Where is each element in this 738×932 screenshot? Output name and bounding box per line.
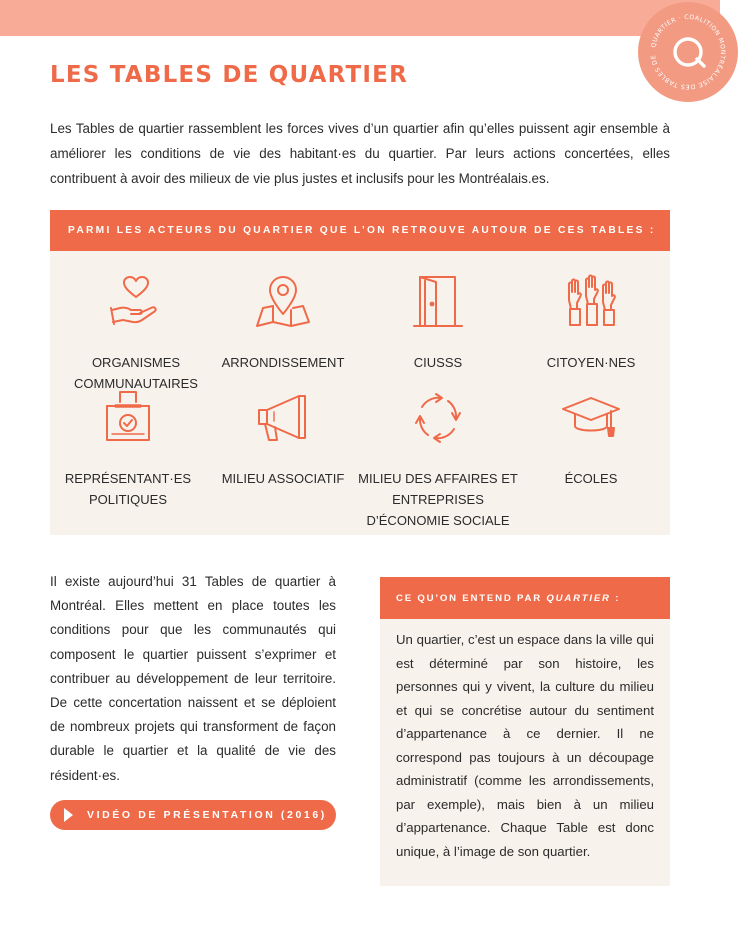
video-button-label: VIDÉO DE PRÉSENTATION (2016) — [87, 809, 327, 821]
actor-ecoles — [511, 388, 671, 489]
actor-label: REPRÉSENTANT·ES POLITIQUES — [64, 471, 192, 507]
actor-organismes — [56, 272, 216, 394]
logo-badge — [638, 2, 738, 102]
definition-heading-prefix: CE QU’ON ENTEND PAR — [396, 592, 547, 604]
map-pin-icon — [253, 272, 313, 332]
actor-label: ARRONDISSEMENT — [221, 355, 345, 370]
actors-header — [50, 210, 670, 251]
megaphone-icon — [253, 388, 313, 448]
actor-representants — [48, 388, 208, 510]
actor-label: CIUSSS — [413, 355, 463, 370]
actor-milieu-affaires — [358, 388, 518, 531]
intro-paragraph: Les Tables de quartier rassemblent les forces vives d’un quartier afin qu’elles puissent agir ensemble à améliorer les conditions de vie des habitant·es du quartier. Par leurs actions concertées, elles contribuent à avoir des milieux de vie plus justes et inclusifs pour les Montréalais.es. — [50, 121, 670, 186]
actor-citoyennes — [511, 272, 671, 373]
definition-panel — [380, 619, 670, 886]
graduation-cap-icon — [561, 388, 621, 448]
play-icon — [64, 808, 73, 822]
heart-hand-icon — [106, 272, 166, 332]
video-button[interactable] — [50, 800, 336, 830]
cycle-arrows-icon — [408, 388, 468, 448]
actor-arrondissement — [203, 272, 363, 373]
actor-ciusss — [358, 272, 518, 373]
actors-heading: PARMI LES ACTEURS DU QUARTIER QUE L’ON RETROUVE AUTOUR DE CES TABLES : — [68, 225, 656, 236]
door-icon — [408, 272, 468, 332]
actor-label: MILIEU ASSOCIATIF — [221, 471, 345, 486]
quartier-logo-icon — [645, 9, 731, 95]
actor-milieu-associatif — [203, 388, 363, 489]
logo-text: QUARTIER · COALITION MONTRÉALAISE DES TABLES DE — [650, 13, 727, 91]
ballot-box-icon — [98, 388, 158, 448]
definition-heading-term: QUARTIER — [546, 592, 611, 604]
definition-heading — [396, 593, 620, 604]
actor-label: ÉCOLES — [564, 471, 618, 486]
raised-hands-icon — [561, 272, 621, 332]
body-paragraph: Il existe aujourd’hui 31 Tables de quartier à Montréal. Elles mettent en place toutes les conditions pour que les communautés qui composent le quartier puissent s’exprimer et contribuer au développement de leur territoire. De cette concertation naissent et se déploient de nombreux projets qui transforment de façon durable le quartier et la qualité de vie des résident·es. — [50, 574, 336, 783]
definition-header — [380, 577, 670, 619]
actor-label: ORGANISMES COMMUNAUTAIRES — [74, 355, 198, 391]
actor-label: CITOYEN·NES — [546, 355, 636, 370]
definition-text: Un quartier, c’est un espace dans la ville qui est déterminé par son histoire, les personnes qui y vivent, la culture du milieu et qui se concrétise autour du sentiment d’appartenance à ce dernier. Il ne correspond pas toujours à un découpage administratif (comme les arrondissements, par exemple), mais bien à un milieu d’appartenance. Chaque Table est donc unique, à l’image de son quartier. — [396, 632, 654, 859]
actor-label: MILIEU DES AFFAIRES ET ENTREPRISES D’ÉCONOMIE SOCIALE — [358, 471, 518, 528]
top-band — [0, 0, 720, 36]
definition-heading-suffix: : — [610, 592, 621, 604]
page-title: LES TABLES DE QUARTIER — [50, 62, 408, 88]
svg-text:QUARTIER · COALITION MONTRÉALA — [650, 14, 726, 90]
